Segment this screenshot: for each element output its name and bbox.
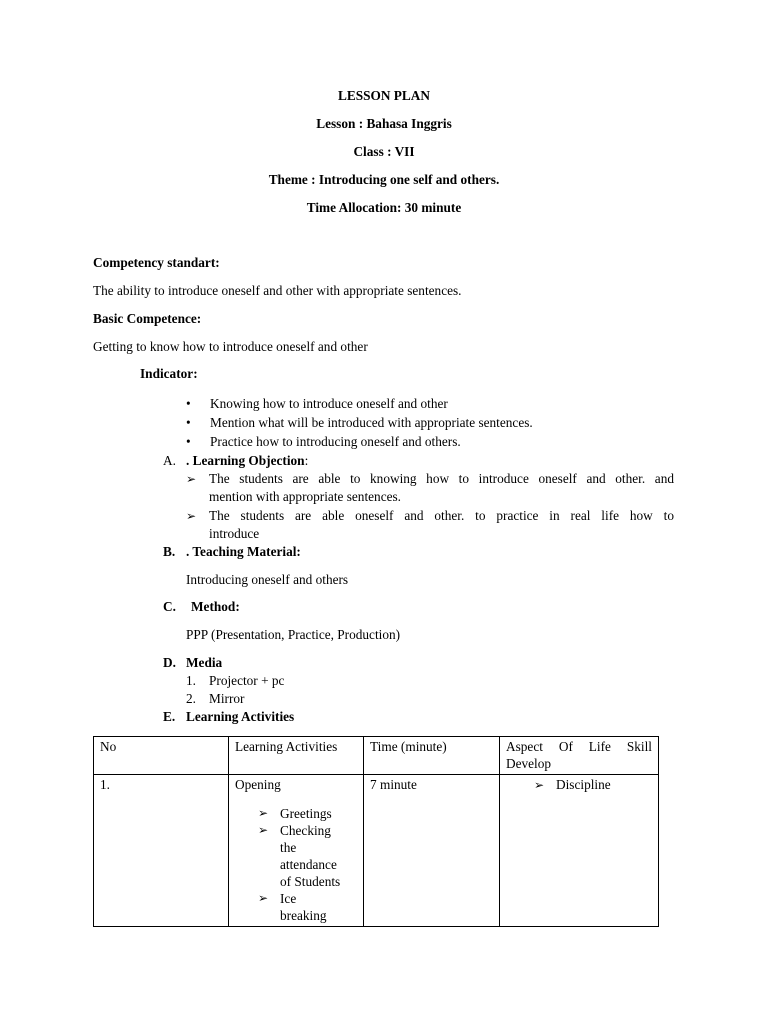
learning-activities-table xyxy=(93,736,659,927)
section-d-heading: Media xyxy=(186,655,223,670)
list-item: ➢ Checking the attendance of Students xyxy=(258,823,341,889)
header-time: Time (minute) xyxy=(364,737,500,775)
indicator-item: • Practice how to introducing oneself and others. xyxy=(186,434,461,449)
arrow-bullet-icon: ➢ xyxy=(258,823,269,837)
header-learning-activities: Learning Activities xyxy=(229,737,364,775)
basic-competence-text: Getting to know how to introduce oneself and other xyxy=(93,339,368,354)
cell-aspect: ➢ Discipline xyxy=(500,775,659,927)
lesson-plan-title: LESSON PLAN xyxy=(338,88,430,103)
section-b-letter: B. xyxy=(163,544,176,559)
arrow-bullet-icon: ➢ xyxy=(258,806,269,820)
objective-item xyxy=(186,508,208,524)
objective-item-line: introduce xyxy=(209,526,260,541)
section-a-heading: . Learning Objection: xyxy=(186,453,309,468)
section-a-letter: A. xyxy=(163,453,176,468)
section-b-text: Introducing oneself and others xyxy=(186,572,349,587)
list-item: ➢ Greetings xyxy=(258,806,332,821)
indicator-item: • Mention what will be introduced with appropriate sentences. xyxy=(186,415,533,430)
section-d-letter: D. xyxy=(163,655,176,670)
objective-item-line: The students are able to knowing how to introduce oneself and other. and xyxy=(209,471,674,486)
competency-heading: Competency standart: xyxy=(93,255,220,270)
section-e-heading: Learning Activities xyxy=(186,709,295,724)
objective-item-line: The students are able oneself and other. to practice in real life how to xyxy=(209,508,674,523)
lesson-line: Lesson : Bahasa Inggris xyxy=(316,116,452,131)
bullet-icon: • xyxy=(186,415,191,430)
arrow-bullet-icon: ➢ xyxy=(186,509,197,523)
section-b-heading: . Teaching Material: xyxy=(186,544,301,559)
table-header-row xyxy=(94,737,659,775)
section-c-text: PPP (Presentation, Practice, Production) xyxy=(186,627,401,642)
theme-line: Theme : Introducing one self and others. xyxy=(268,172,500,187)
section-c-heading: Method: xyxy=(191,599,240,614)
competency-text: The ability to introduce oneself and other with appropriate sentences. xyxy=(93,283,462,298)
media-item: 1. Projector + pc xyxy=(186,673,285,688)
cell-activity: Opening ➢ Greetings ➢ Checking the attendance of Students ➢ Ice breaking xyxy=(229,775,364,927)
indicator-heading: Indicator: xyxy=(140,366,198,381)
basic-competence-heading: Basic Competence: xyxy=(93,311,202,326)
table-row xyxy=(94,775,659,927)
section-c-letter: C. xyxy=(163,599,176,614)
header-no: No xyxy=(94,737,229,775)
activity-list xyxy=(235,805,357,924)
arrow-bullet-icon: ➢ xyxy=(186,472,197,486)
objective-item xyxy=(186,471,208,487)
indicator-item: • Knowing how to introduce oneself and other xyxy=(186,396,448,411)
cell-time: 7 minute xyxy=(364,775,500,927)
header-aspect: Aspect Of Life Skill Develop xyxy=(500,737,659,775)
arrow-bullet-icon: ➢ xyxy=(258,891,269,905)
class-line: Class : VII xyxy=(353,144,415,159)
section-e-letter: E. xyxy=(163,709,176,724)
list-item: ➢ Ice breaking xyxy=(258,891,327,923)
bullet-icon: • xyxy=(186,434,191,449)
arrow-bullet-icon: ➢ xyxy=(534,778,545,792)
time-allocation-line: Time Allocation: 30 minute xyxy=(306,200,462,215)
objective-item-line: mention with appropriate sentences. xyxy=(209,489,402,504)
bullet-icon: • xyxy=(186,396,191,411)
media-item: 2. Mirror xyxy=(186,691,245,706)
cell-no: 1. xyxy=(94,775,229,927)
